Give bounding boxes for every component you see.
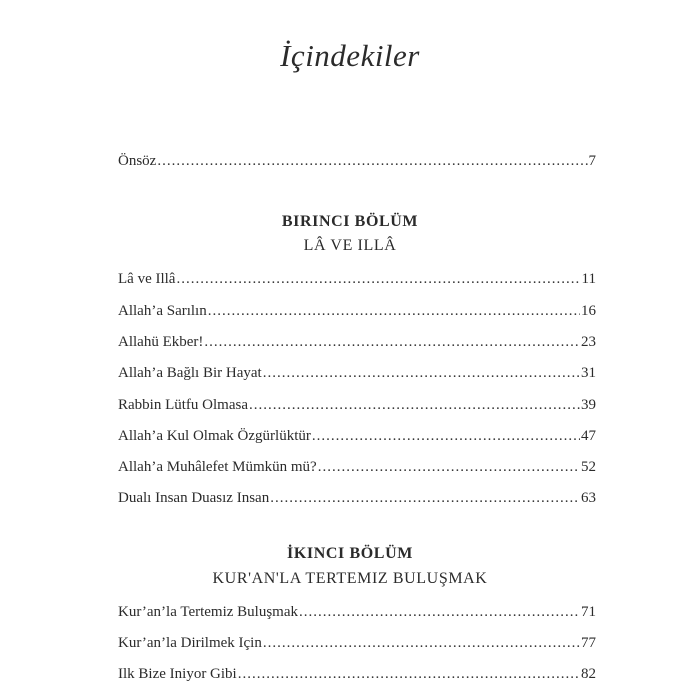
toc-entry-page: 7 (588, 153, 596, 169)
toc-entry-preface[interactable] (118, 152, 596, 170)
toc-entry-label: Allah’a Bağlı Bir Hayat (118, 365, 262, 381)
dot-leader (318, 458, 580, 476)
toc-entry-label: Kur’an’la Dirilmek Için (118, 635, 262, 651)
dot-leader (299, 603, 580, 621)
dot-leader (249, 396, 580, 414)
dot-leader (238, 665, 580, 683)
part2-heading: İKINCI BÖLÜM (287, 545, 413, 562)
toc-entry-page: 16 (581, 303, 596, 319)
dot-leader (208, 302, 580, 320)
toc-entry[interactable] (118, 603, 596, 621)
toc-entry-label: Dualı Insan Duasız Insan (118, 490, 270, 506)
toc-entry-page: 63 (581, 490, 596, 506)
toc-entry[interactable] (118, 364, 596, 382)
toc-entry[interactable] (118, 427, 596, 445)
toc-entry-label: Rabbin Lütfu Olmasa (118, 397, 248, 413)
toc-entry[interactable] (118, 489, 596, 507)
toc-entry-page: 82 (581, 666, 596, 682)
dot-leader (263, 364, 580, 382)
toc-entry-page: 47 (581, 428, 596, 444)
dot-leader (157, 152, 587, 170)
part2-subheading: KUR'AN'LA TERTEMIZ BULUŞMAK (212, 570, 488, 587)
dot-leader (263, 634, 580, 652)
dot-leader (176, 270, 580, 288)
toc-entry-page: 11 (581, 271, 596, 287)
toc-entry-page: 23 (581, 334, 596, 350)
toc-entry[interactable] (118, 302, 596, 320)
toc-entry-label: Allah’a Kul Olmak Özgürlüktür (118, 428, 311, 444)
part1-heading: BIRINCI BÖLÜM (281, 213, 419, 230)
toc-entry[interactable] (118, 270, 596, 288)
toc-entry-page: 31 (581, 365, 596, 381)
toc-entry-label: Allah’a Muhâlefet Mümkün mü? (118, 459, 317, 475)
toc-entry-label: Allah’a Sarılın (118, 303, 207, 319)
toc-entry-label: Lâ ve Illâ (118, 271, 176, 287)
toc-entry-page: 52 (581, 459, 596, 475)
toc-entry[interactable] (118, 458, 596, 476)
page-title: İçindekiler (280, 38, 420, 73)
part1-subheading: LÂ VE ILLÂ (303, 237, 397, 254)
toc-entry-label: Kur’an’la Tertemiz Buluşmak (118, 604, 299, 620)
toc-entry-page: 71 (581, 604, 596, 620)
toc-entry-page: 39 (581, 397, 596, 413)
dot-leader (270, 489, 580, 507)
toc-entry-page: 77 (581, 635, 596, 651)
toc-entry-label: Önsöz (118, 153, 157, 169)
toc-entry[interactable] (118, 665, 596, 683)
dot-leader (204, 333, 580, 351)
toc-entry[interactable] (118, 333, 596, 351)
toc-entry[interactable] (118, 634, 596, 652)
toc-entry-label: Ilk Bize Iniyor Gibi (118, 666, 237, 682)
toc-entry-label: Allahü Ekber! (118, 334, 204, 350)
dot-leader (312, 427, 580, 445)
toc-entry[interactable] (118, 396, 596, 414)
